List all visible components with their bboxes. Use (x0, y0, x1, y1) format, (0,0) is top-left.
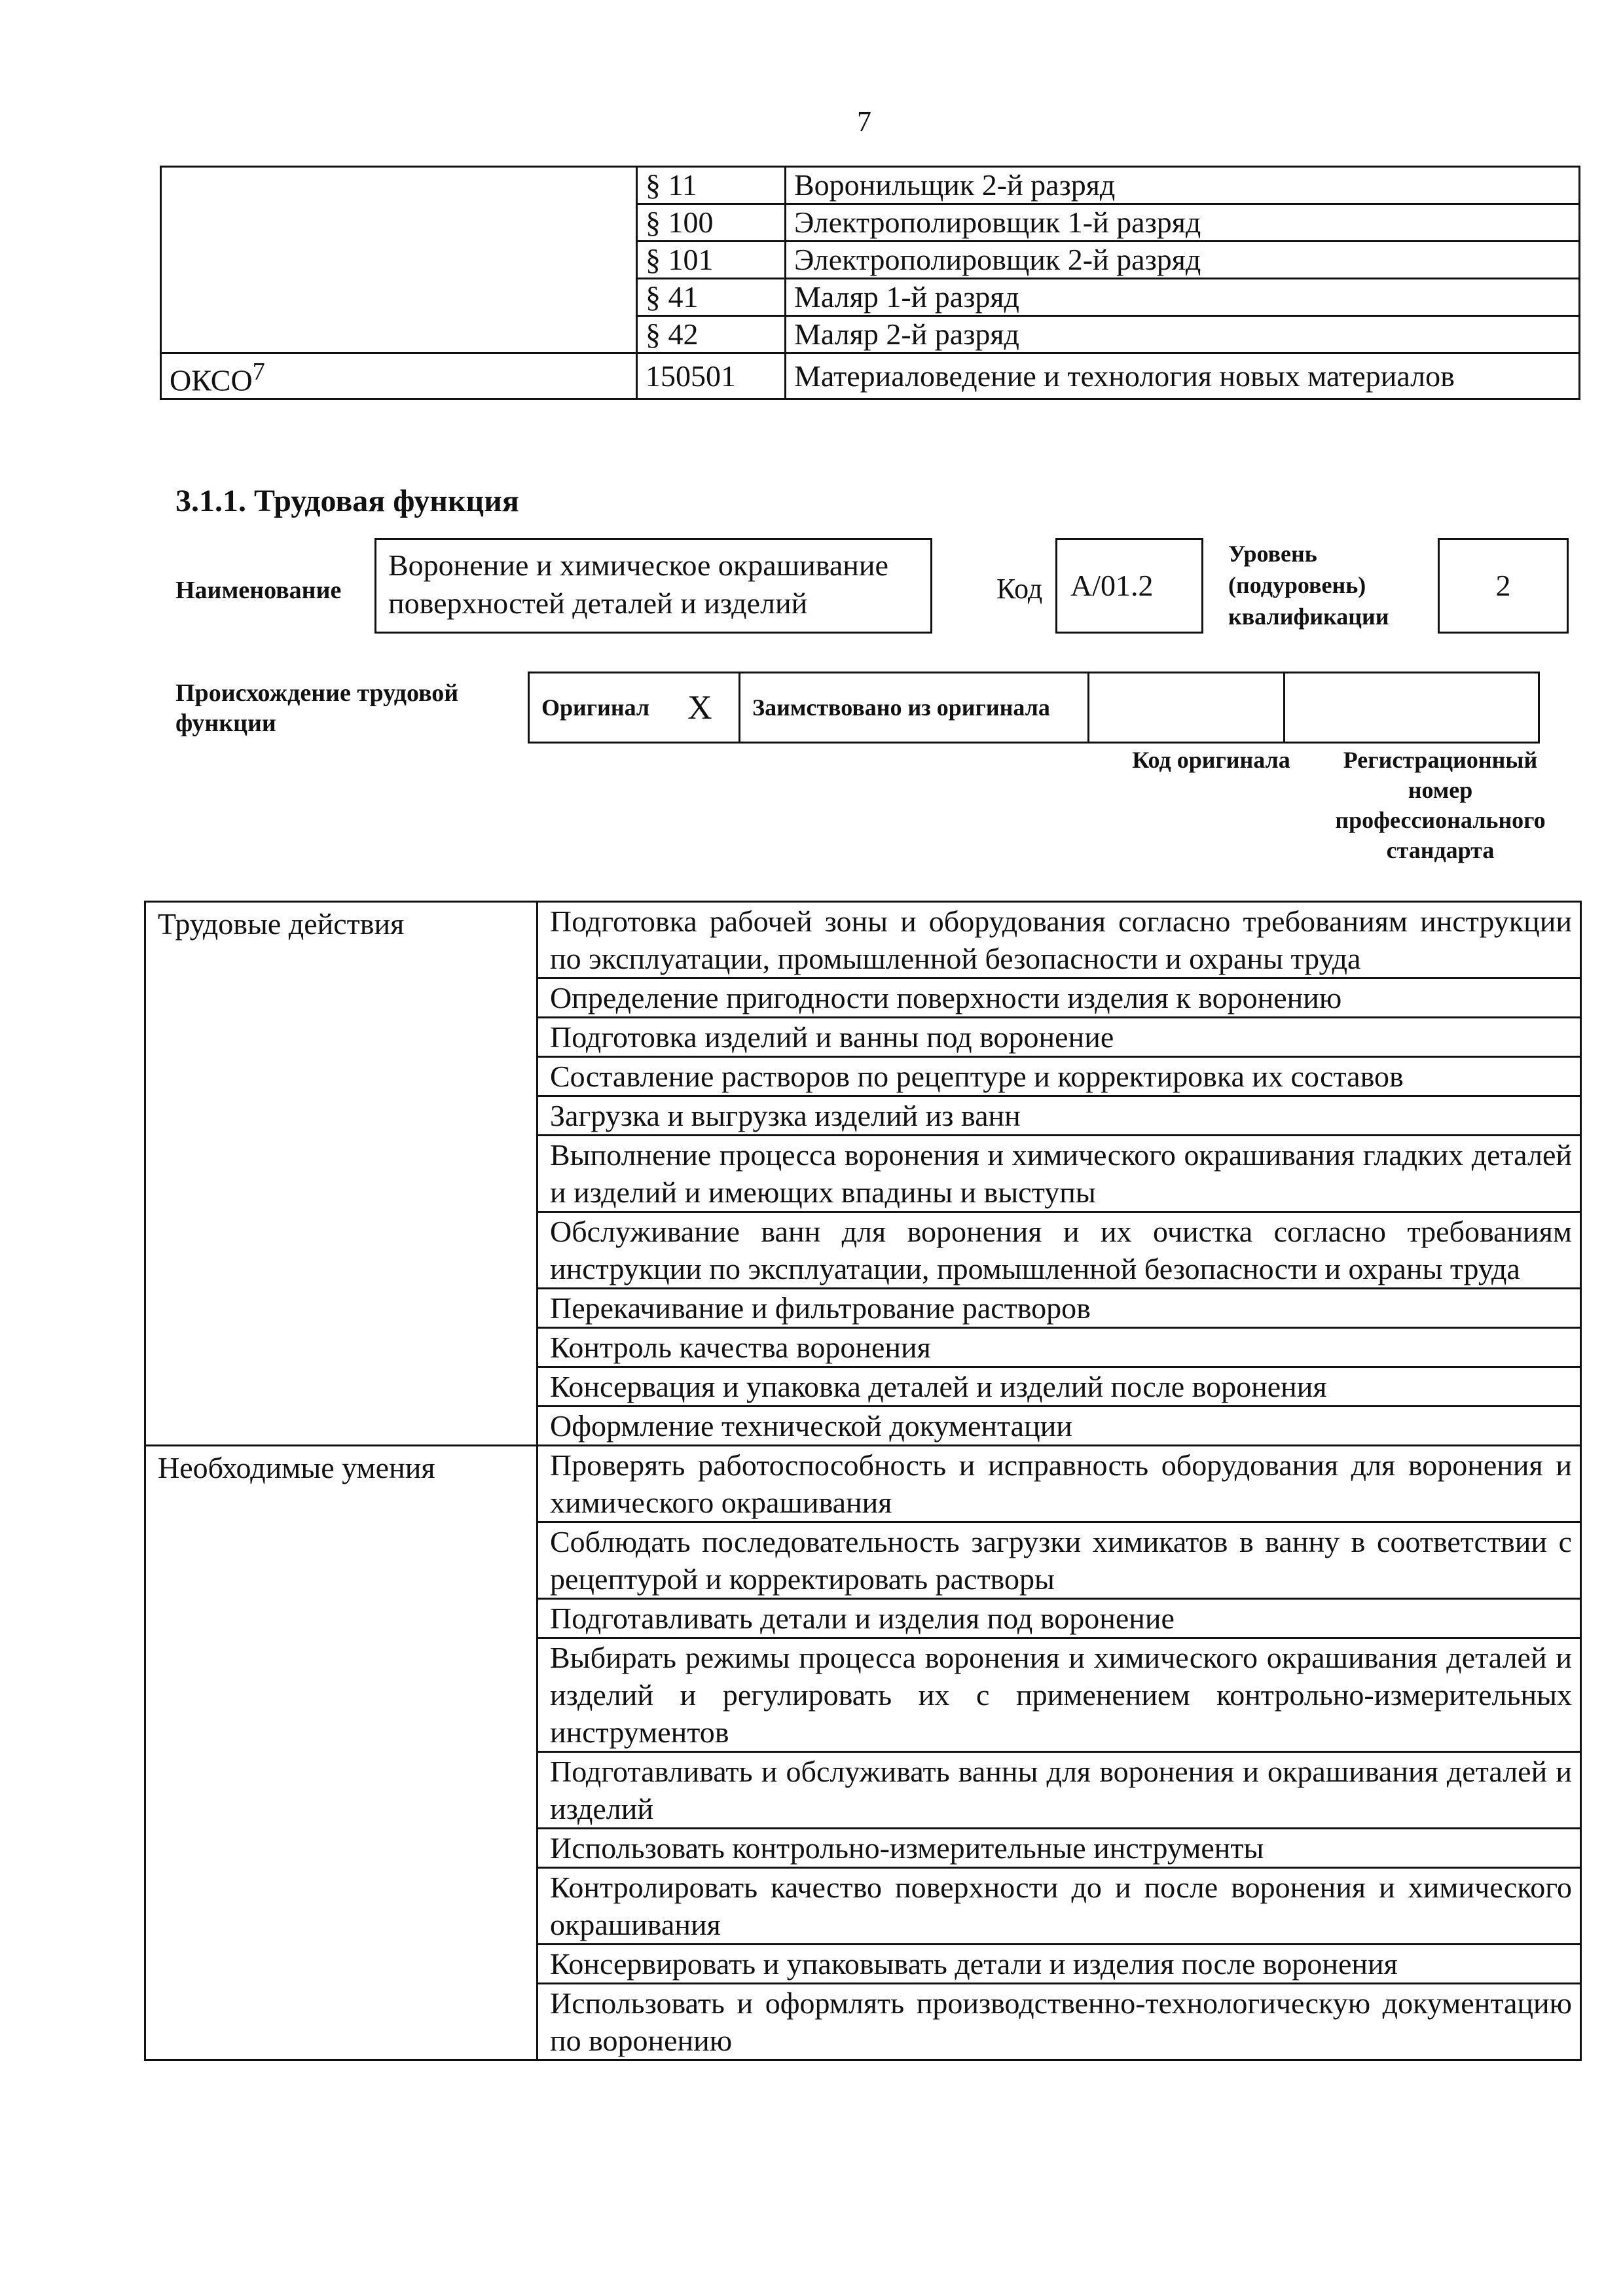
okso-label: ОКСО (170, 363, 253, 397)
original-code-caption: Код оригинала (1132, 747, 1290, 773)
labor-action-item: Подготовка рабочей зоны и оборудования согласно требованиям инструкции по эксплуатации, промышленной безопасности и охраны труда (538, 902, 1581, 978)
table-row (529, 673, 1539, 743)
okso-name: Материаловедение и технология новых материалов (786, 353, 1580, 399)
skill-item: Использовать и оформлять производственно-технологическую документацию по воронению (538, 1984, 1581, 2060)
table-cell-paragraph: § 42 (637, 316, 786, 353)
original-mark: X (661, 673, 740, 743)
okso-footnote: 7 (252, 358, 265, 386)
registration-number-caption: Регистрационный номер профессионального стандарта (1335, 747, 1546, 863)
table-cell-profession: Электрополировщик 1-й разряд (786, 204, 1580, 242)
registration-number-cell (1285, 673, 1539, 743)
origin-label: Происхождение трудовой функции (175, 679, 459, 737)
skill-item: Соблюдать последовательность загрузки химикатов в ванну в соответствии с рецептурой и корректировать растворы (538, 1522, 1581, 1599)
table-cell-profession: Маляр 1-й разряд (786, 279, 1580, 316)
table-row-okso (161, 353, 1580, 399)
table-row (161, 167, 1580, 204)
skill-item: Выбирать режимы процесса воронения и химического окрашивания деталей и изделий и регулировать их с применением контрольно-измерительных инструментов (538, 1638, 1581, 1752)
skill-item: Проверять работоспособность и исправность оборудования для воронения и химического окрашивания (538, 1446, 1581, 1522)
page-number: 7 (857, 105, 871, 137)
table-cell-paragraph: § 101 (637, 242, 786, 279)
code-label: Код (996, 573, 1043, 605)
level-box: 2 (1438, 538, 1569, 634)
function-details-table (144, 901, 1582, 2061)
labor-action-item: Оформление технической документации (538, 1407, 1581, 1446)
origin-table (528, 672, 1540, 744)
skill-item: Контролировать качество поверхности до и после воронения и химического окрашивания (538, 1868, 1581, 1945)
name-label: Наименование (175, 577, 342, 604)
table-cell-empty (161, 167, 637, 353)
skill-item: Подготавливать детали и изделия под воронение (538, 1599, 1581, 1638)
level-label: Уровень (подуровень) квалификации (1228, 541, 1389, 630)
original-label: Оригинал (529, 673, 662, 743)
labor-action-item: Выполнение процесса воронения и химического окрашивания гладких деталей и изделий и имеющих впадины и выступы (538, 1136, 1581, 1212)
skill-item: Подготавливать и обслуживать ванны для воронения и окрашивания деталей и изделий (538, 1752, 1581, 1829)
table-cell-paragraph: § 41 (637, 279, 786, 316)
labor-action-item: Загрузка и выгрузка изделий из ванн (538, 1096, 1581, 1136)
table-cell-profession: Электрополировщик 2-й разряд (786, 242, 1580, 279)
labor-action-item: Контроль качества воронения (538, 1328, 1581, 1367)
section-title: 3.1.1. Трудовая функция (175, 484, 519, 518)
okso-label-cell (161, 353, 637, 399)
labor-action-item: Перекачивание и фильтрование растворов (538, 1289, 1581, 1328)
table-cell-paragraph: § 11 (637, 167, 786, 204)
table-cell-profession: Маляр 2-й разряд (786, 316, 1580, 353)
labor-action-item: Подготовка изделий и ванны под воронение (538, 1018, 1581, 1057)
labor-action-item: Определение пригодности поверхности изделия к воронению (538, 978, 1581, 1018)
ok-classifier-table (160, 166, 1580, 400)
function-code-box: А/01.2 (1055, 538, 1203, 634)
skill-item: Использовать контрольно-измерительные инструменты (538, 1829, 1581, 1868)
original-code-cell (1089, 673, 1285, 743)
labor-action-item: Составление растворов по рецептуре и корректировка их составов (538, 1057, 1581, 1096)
skill-item: Консервировать и упаковывать детали и изделия после воронения (538, 1945, 1581, 1984)
labor-action-item: Обслуживание ванн для воронения и их очистка согласно требованиям инструкции по эксплуатации, промышленной безопасности и охраны труда (538, 1212, 1581, 1289)
table-cell-paragraph: § 100 (637, 204, 786, 242)
labor-action-item: Консервация и упаковка деталей и изделий после воронения (538, 1367, 1581, 1407)
function-name-box: Воронение и химическое окрашивание поверхностей деталей и изделий (374, 538, 932, 634)
table-cell-profession: Воронильщик 2-й разряд (786, 167, 1580, 204)
table-row (145, 1446, 1581, 1522)
labor-actions-label: Трудовые действия (145, 902, 538, 1446)
skills-label: Необходимые умения (145, 1446, 538, 2060)
table-row (145, 902, 1581, 978)
borrowed-label: Заимствовано из оригинала (740, 673, 1089, 743)
okso-code: 150501 (637, 353, 786, 399)
